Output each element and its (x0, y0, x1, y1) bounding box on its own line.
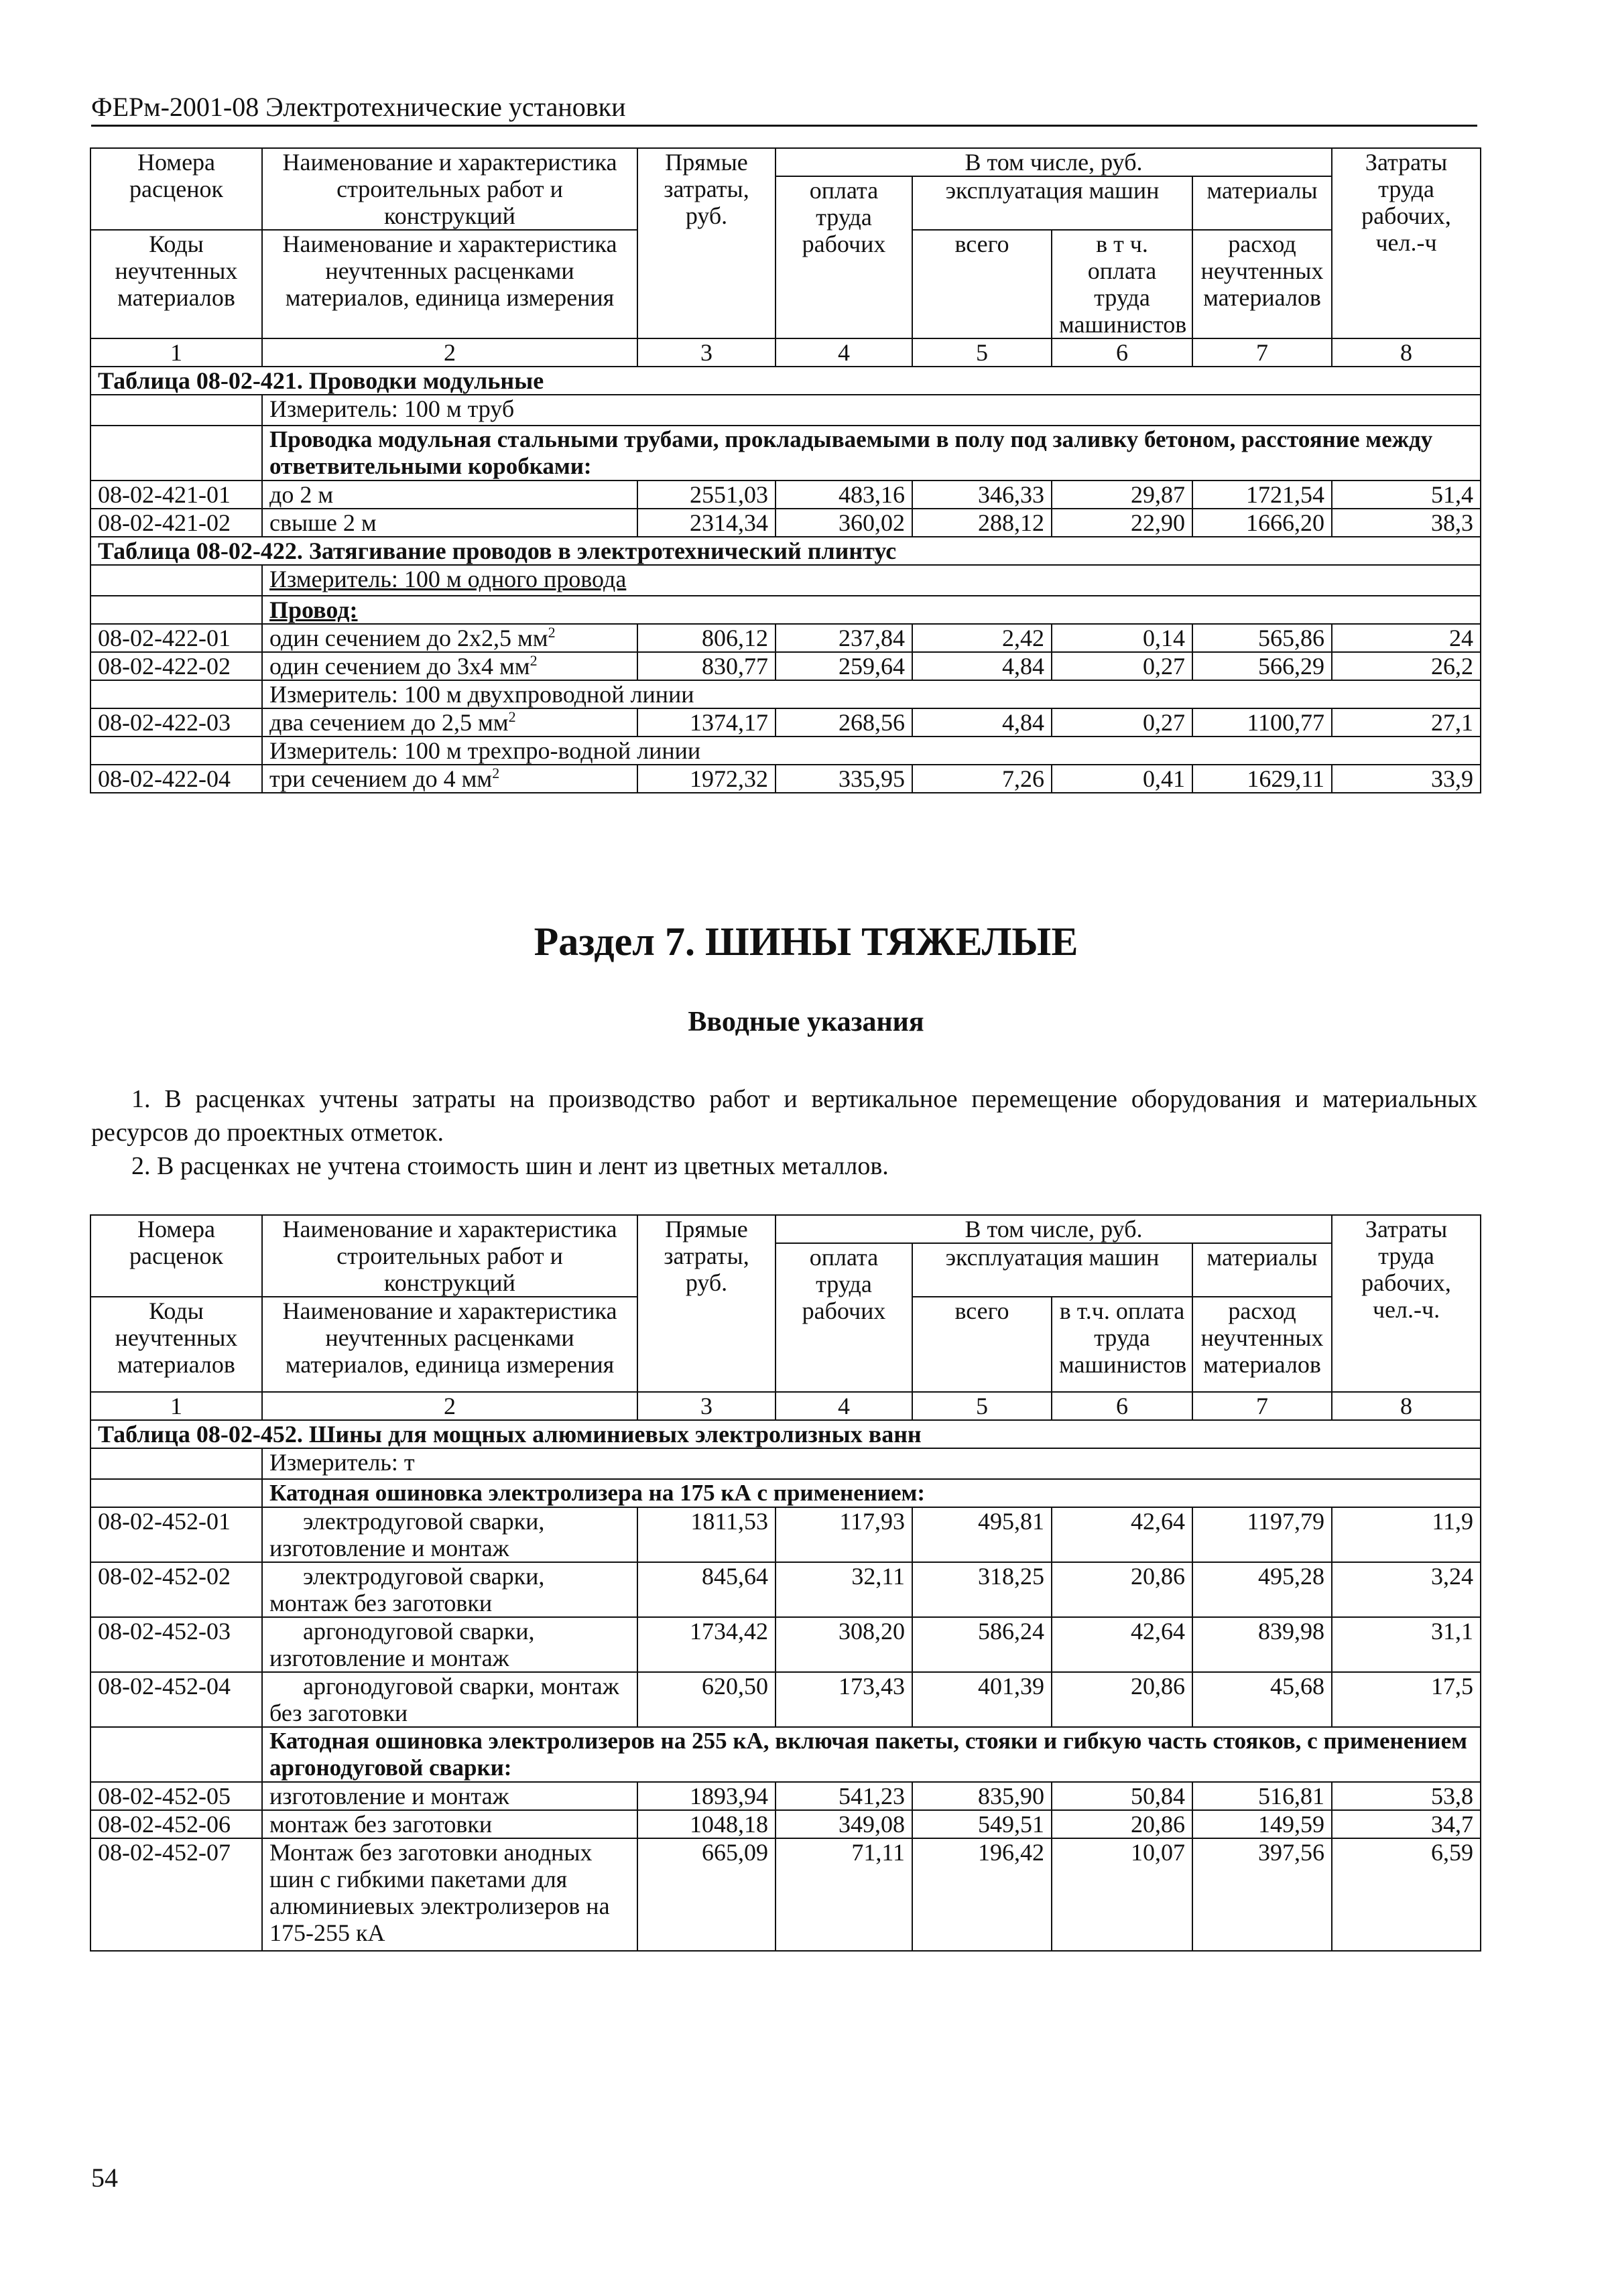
operator-wages: 0,27 (1052, 652, 1192, 680)
rates-table-bottom (90, 1214, 1481, 1952)
col-header-work-name: Наименование и характеристика строительных работ и конструкций (262, 1215, 637, 1297)
col-header-materials: материалы (1192, 1243, 1332, 1297)
rate-name: изготовление и монтаж (262, 1782, 637, 1810)
table-title-452: Таблица 08-02-452. Шины для мощных алюминиевых электролизных ванн (90, 1420, 1481, 1448)
col-header-including: В том числе, руб. (776, 148, 1332, 176)
direct-costs: 1811,53 (637, 1507, 776, 1562)
direct-costs: 845,64 (637, 1562, 776, 1617)
labor-costs: 38,3 (1332, 509, 1481, 537)
group-heading-452-175: Катодная ошиновка электролизера на 175 кА с применением: (262, 1479, 1481, 1507)
worker-wages: 259,64 (776, 652, 912, 680)
rate-code: 08-02-452-06 (90, 1810, 262, 1838)
materials: 1666,20 (1192, 509, 1332, 537)
labor-costs: 24 (1332, 624, 1481, 652)
labor-costs: 26,2 (1332, 652, 1481, 680)
direct-costs: 1734,42 (637, 1617, 776, 1672)
col-header-including: В том числе, руб. (776, 1215, 1332, 1243)
measure-label: Измеритель: 100 м трехпро-водной линии (269, 737, 701, 764)
labor-costs: 34,7 (1332, 1810, 1481, 1838)
measure-label: Измеритель: т (269, 1449, 415, 1476)
machine-total: 196,42 (912, 1838, 1052, 1951)
machine-total: 586,24 (912, 1617, 1052, 1672)
col-header-rate-numbers: Номера расценок (90, 1215, 262, 1297)
rate-name: три сечением до 4 $мм^2$ (262, 765, 637, 793)
table-row (90, 624, 1481, 652)
rate-code: 08-02-422-04 (90, 765, 262, 793)
labor-costs: 51,4 (1332, 481, 1481, 509)
col-number: 5 (912, 1392, 1052, 1420)
rate-name: Монтаж без заготовки анодных шин с гибкими пакетами для алюминиевых электролизеров на 175-255 кА (262, 1838, 637, 1951)
col-number: 3 (637, 1392, 776, 1420)
materials: 397,56 (1192, 1838, 1332, 1951)
worker-wages: 541,23 (776, 1782, 912, 1810)
direct-costs: 2551,03 (637, 481, 776, 509)
machine-total: 288,12 (912, 509, 1052, 537)
col-number: 4 (776, 1392, 912, 1420)
col-header-material-codes: Коды неучтенных материалов (90, 230, 262, 338)
rate-name: один сечением до 3x4 $мм^2$ (262, 652, 637, 680)
operator-wages: 0,27 (1052, 708, 1192, 737)
direct-costs: 1893,94 (637, 1782, 776, 1810)
col-header-material-name: Наименование и характеристика неучтенных расценками материалов, единица измерения (262, 1297, 637, 1392)
materials: 1197,79 (1192, 1507, 1332, 1562)
col-header-worker-wages: оплата труда рабочих (776, 1243, 912, 1392)
table-title-422: Таблица 08-02-422. Затягивание проводов в электротехнический плинтус (90, 537, 1481, 565)
materials: 566,29 (1192, 652, 1332, 680)
table-row (90, 652, 1481, 680)
materials: 1721,54 (1192, 481, 1332, 509)
rate-code: 08-02-452-05 (90, 1782, 262, 1810)
machine-total: 549,51 (912, 1810, 1052, 1838)
labor-costs: 3,24 (1332, 1562, 1481, 1617)
col-number: 3 (637, 338, 776, 367)
worker-wages: 335,95 (776, 765, 912, 793)
measure-label: Измеритель: 100 м двухпроводной линии (269, 681, 694, 708)
machine-total: 835,90 (912, 1782, 1052, 1810)
col-header-operator-wages: в т ч. оплата труда машинистов (1052, 230, 1192, 338)
table-row (90, 708, 1481, 737)
materials: 839,98 (1192, 1617, 1332, 1672)
group-heading-422: Провод: (262, 596, 1481, 624)
intro-title: Вводные указания (688, 1007, 924, 1037)
group-heading-452-255: Катодная ошиновка электролизеров на 255 кА, включая пакеты, стояки и гибкую часть стояков, с применением аргонодуговой сварки: (262, 1727, 1481, 1782)
worker-wages: 268,56 (776, 708, 912, 737)
rate-name: электродуговой сварки, монтаж без заготовки (262, 1562, 637, 1617)
col-number: 6 (1052, 338, 1192, 367)
rate-name: аргонодуговой сварки, изготовление и монтаж (262, 1617, 637, 1672)
rates-table-top (90, 147, 1481, 793)
col-number: 7 (1192, 1392, 1332, 1420)
rate-code: 08-02-422-02 (90, 652, 262, 680)
col-header-material-consumption: расход неучтенных материалов (1192, 230, 1332, 338)
rate-name: аргонодуговой сварки, монтаж без заготовки (262, 1672, 637, 1727)
direct-costs: 806,12 (637, 624, 776, 652)
col-number: 8 (1332, 1392, 1481, 1420)
machine-total: 2,42 (912, 624, 1052, 652)
machine-total: 4,84 (912, 708, 1052, 737)
rate-code: 08-02-421-01 (90, 481, 262, 509)
col-number: 1 (90, 1392, 262, 1420)
machine-total: 7,26 (912, 765, 1052, 793)
rate-code: 08-02-452-07 (90, 1838, 262, 1951)
rate-code: 08-02-452-03 (90, 1617, 262, 1672)
table-row (90, 1672, 1481, 1727)
materials: 565,86 (1192, 624, 1332, 652)
group-heading-421: Проводка модульная стальными трубами, прокладываемыми в полу под заливку бетоном, расстояние между ответвительными коробками: (262, 426, 1481, 481)
table-row (90, 481, 1481, 509)
labor-costs: 53,8 (1332, 1782, 1481, 1810)
direct-costs: 620,50 (637, 1672, 776, 1727)
col-header-machine-operation: эксплуатация машин (912, 1243, 1192, 1297)
worker-wages: 237,84 (776, 624, 912, 652)
col-number: 5 (912, 338, 1052, 367)
measure-label: Измеритель: 100 м одного провода (269, 566, 627, 592)
operator-wages: 0,41 (1052, 765, 1192, 793)
materials: 516,81 (1192, 1782, 1332, 1810)
operator-wages: 20,86 (1052, 1672, 1192, 1727)
operator-wages: 20,86 (1052, 1562, 1192, 1617)
machine-total: 495,81 (912, 1507, 1052, 1562)
worker-wages: 71,11 (776, 1838, 912, 1951)
section-title: Раздел 7. ШИНЫ ТЯЖЕЛЫЕ (534, 919, 1078, 964)
col-header-direct-costs: Прямые затраты, руб. (637, 1215, 776, 1392)
labor-costs: 31,1 (1332, 1617, 1481, 1672)
direct-costs: 1048,18 (637, 1810, 776, 1838)
materials: 1629,11 (1192, 765, 1332, 793)
worker-wages: 360,02 (776, 509, 912, 537)
labor-costs: 17,5 (1332, 1672, 1481, 1727)
worker-wages: 117,93 (776, 1507, 912, 1562)
rate-name: один сечением до 2x2,5 $мм^2$ (262, 624, 637, 652)
materials: 45,68 (1192, 1672, 1332, 1727)
col-header-labor-costs: Затраты труда рабочих, чел.-ч. (1332, 1215, 1481, 1392)
worker-wages: 349,08 (776, 1810, 912, 1838)
table-row (90, 1507, 1481, 1562)
rate-name: свыше 2 м (262, 509, 637, 537)
rate-code: 08-02-452-04 (90, 1672, 262, 1727)
rate-code: 08-02-452-02 (90, 1562, 262, 1617)
running-header: ФЕРм-2001-08 Электротехнические установки (91, 92, 1477, 127)
rate-name: два сечением до 2,5 $мм^2$ (262, 708, 637, 737)
worker-wages: 32,11 (776, 1562, 912, 1617)
measure-label: Измеритель: 100 м труб (269, 395, 515, 422)
rate-name: до 2 м (262, 481, 637, 509)
operator-wages: 29,87 (1052, 481, 1192, 509)
table-title-421: Таблица 08-02-421. Проводки модульные (90, 367, 1481, 395)
intro-paragraph-2: 2. В расценках не учтена стоимость шин и лент из цветных металлов. (131, 1152, 889, 1180)
rate-name: монтаж без заготовки (262, 1810, 637, 1838)
labor-costs: 11,9 (1332, 1507, 1481, 1562)
table-row (90, 1838, 1481, 1951)
materials: 149,59 (1192, 1810, 1332, 1838)
materials: 1100,77 (1192, 708, 1332, 737)
col-header-worker-wages: оплата труда рабочих (776, 176, 912, 338)
col-header-direct-costs: Прямые затраты, руб. (637, 148, 776, 338)
col-header-material-codes: Коды неучтенных материалов (90, 1297, 262, 1392)
labor-costs: 6,59 (1332, 1838, 1481, 1951)
direct-costs: 665,09 (637, 1838, 776, 1951)
col-header-labor-costs: Затраты труда рабочих, чел.-ч (1332, 148, 1481, 338)
col-header-work-name: Наименование и характеристика строительных работ и конструкций (262, 148, 637, 230)
intro-paragraph-1: 1. В расценках учтены затраты на производство работ и вертикальное перемещение оборудования и материальных ресурсов до проектных отметок. (91, 1085, 1477, 1147)
operator-wages: 50,84 (1052, 1782, 1192, 1810)
col-number: 1 (90, 338, 262, 367)
table-row (90, 509, 1481, 537)
direct-costs: 1374,17 (637, 708, 776, 737)
operator-wages: 10,07 (1052, 1838, 1192, 1951)
col-header-machine-total: всего (912, 230, 1052, 338)
operator-wages: 42,64 (1052, 1617, 1192, 1672)
machine-total: 318,25 (912, 1562, 1052, 1617)
col-header-rate-numbers: Номера расценок (90, 148, 262, 230)
rate-code: 08-02-422-03 (90, 708, 262, 737)
table-row (90, 1617, 1481, 1672)
col-number: 8 (1332, 338, 1481, 367)
col-header-material-name: Наименование и характеристика неучтенных расценками материалов, единица измерения (262, 230, 637, 338)
rate-name: электродуговой сварки, изготовление и монтаж (262, 1507, 637, 1562)
rate-code: 08-02-452-01 (90, 1507, 262, 1562)
machine-total: 401,39 (912, 1672, 1052, 1727)
col-number: 2 (262, 1392, 637, 1420)
col-number: 7 (1192, 338, 1332, 367)
worker-wages: 173,43 (776, 1672, 912, 1727)
labor-costs: 27,1 (1332, 708, 1481, 737)
col-number: 4 (776, 338, 912, 367)
machine-total: 346,33 (912, 481, 1052, 509)
table-row (90, 1810, 1481, 1838)
table-row (90, 1782, 1481, 1810)
col-header-operator-wages: в т.ч. оплата труда машинистов (1052, 1297, 1192, 1392)
labor-costs: 33,9 (1332, 765, 1481, 793)
col-header-machine-operation: эксплуатация машин (912, 176, 1192, 230)
col-header-machine-total: всего (912, 1297, 1052, 1392)
operator-wages: 42,64 (1052, 1507, 1192, 1562)
worker-wages: 483,16 (776, 481, 912, 509)
direct-costs: 1972,32 (637, 765, 776, 793)
operator-wages: 20,86 (1052, 1810, 1192, 1838)
col-number: 6 (1052, 1392, 1192, 1420)
page-number: 54 (91, 2163, 118, 2193)
direct-costs: 830,77 (637, 652, 776, 680)
direct-costs: 2314,34 (637, 509, 776, 537)
col-header-material-consumption: расход неучтенных материалов (1192, 1297, 1332, 1392)
worker-wages: 308,20 (776, 1617, 912, 1672)
operator-wages: 22,90 (1052, 509, 1192, 537)
materials: 495,28 (1192, 1562, 1332, 1617)
machine-total: 4,84 (912, 652, 1052, 680)
col-number: 2 (262, 338, 637, 367)
rate-code: 08-02-421-02 (90, 509, 262, 537)
measure-421 (262, 395, 1481, 426)
operator-wages: 0,14 (1052, 624, 1192, 652)
table-row (90, 765, 1481, 793)
rate-code: 08-02-422-01 (90, 624, 262, 652)
col-header-materials: материалы (1192, 176, 1332, 230)
table-row (90, 1562, 1481, 1617)
